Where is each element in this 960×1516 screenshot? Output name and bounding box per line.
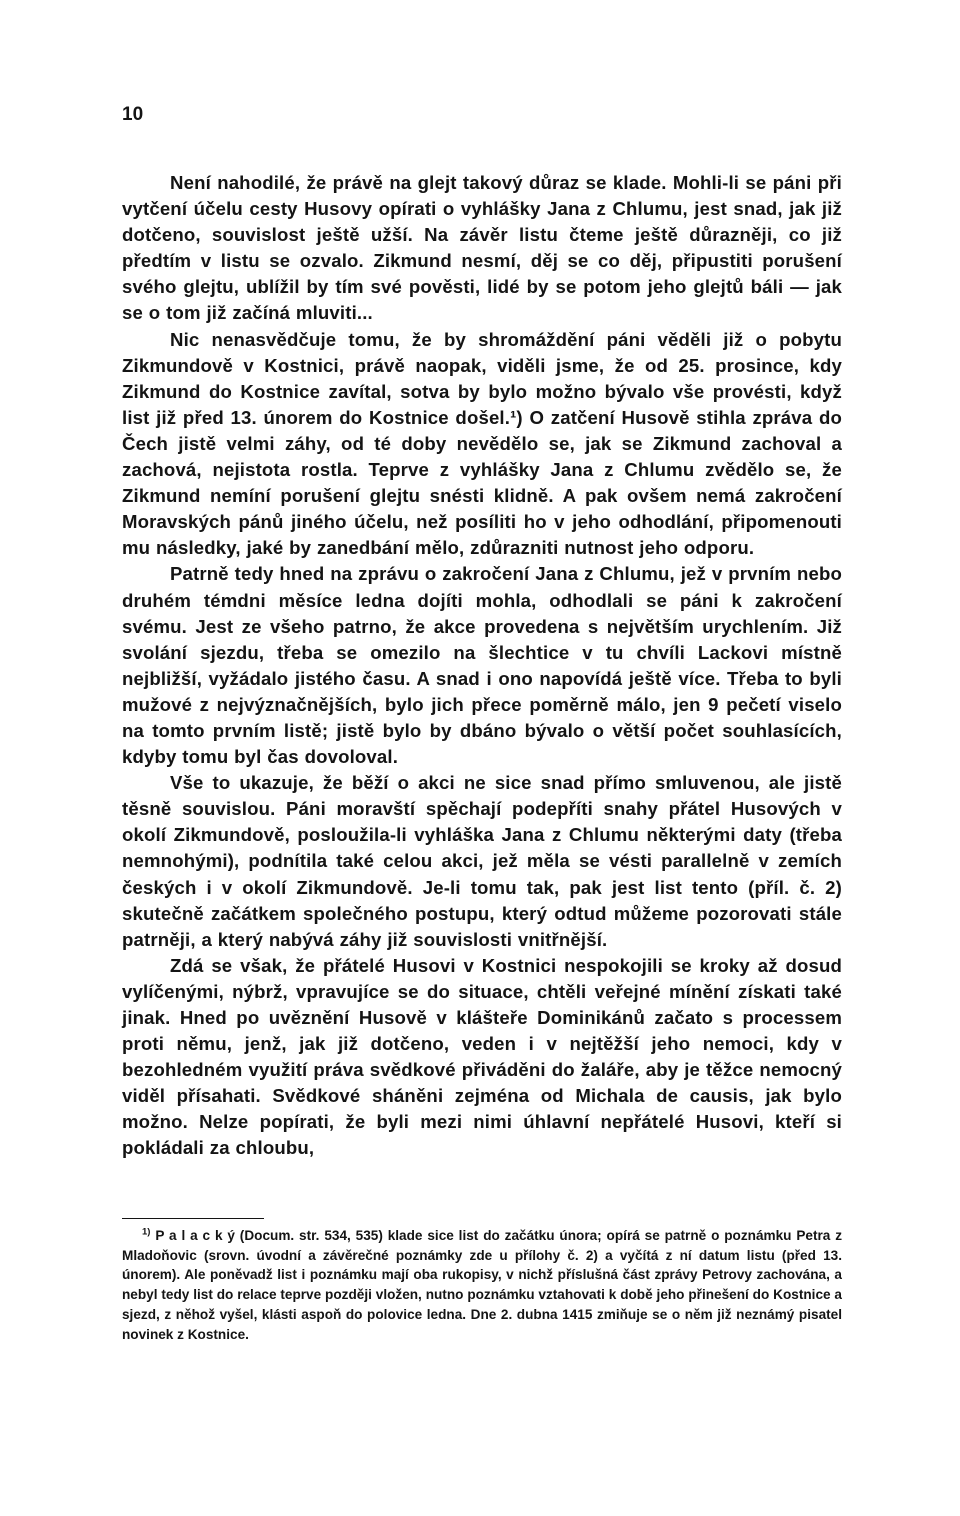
footnote-mark: 1) [142, 1226, 151, 1238]
paragraph: Vše to ukazuje, že běží o akci ne sice snad přímo smluvenou, ale jistě těsně souvislou. Páni moravští spěchají podepříti snahy přátel Husových v okolí Zikmundově, posloužila-li vyhláška Jana z Chlumu některými daty (třeba nemnohými), podnítila také celou akci, jež měla se vésti parallelně v zemích českých i v okolí Zikmundově. Je-li tomu tak, pak jest list tento (příl. č. 2) skutečně začátkem společného postupu, který odtud můžeme pozorovati stále patrněji, a který nabývá záhy již souvislosti vnitřnější. [122, 772, 842, 950]
paragraph: Není nahodilé, že právě na glejt takový důraz se klade. Mohli-li se páni při vytčení účelu cesty Husovy opírati o vyhlášky Jana z Chlumu, jest snad, jak již dotčeno, souvislost ještě užší. Na závěr listu čteme ještě důrazněji, co již předtím v listu se ozvalo. Zikmund nesmí, děj se co děj, připustiti porušení svého glejtu, ublížil by tím své pověsti, lidé by se potom jeho glejtů báli — jak se o tom již začíná mluviti... [122, 172, 842, 324]
paragraph: Patrně tedy hned na zprávu o zakročení Jana z Chlumu, jež v prvním nebo druhém témdni měsíce ledna dojíti mohla, odhodlali se páni k zakročení svému. Jest ze všeho patrno, že akce provedena s největším urychlením. Již svolání sjezdu, třeba se omezilo na šlechtice v tu chvíli Lackovi místně nejbližší, vyžádalo jistého času. A snad i ono napovídá ještě více. Třeba to byli mužové z nejvýznačnějších, bylo jich přece poměrně málo, jen 9 pečetí viselo na tomto prvním listě; jistě bylo by dbáno bývalo o větší počet souhlasících, kdyby tomu byl čas dovoloval. [122, 563, 842, 768]
body-text [122, 170, 842, 1162]
page-number: 10 [122, 104, 144, 125]
paragraph: Nic nenasvědčuje tomu, že by shromáždění páni věděli již o pobytu Zikmundově v Kostnici, právě naopak, viděli jsme, že od 25. prosince, kdy Zikmund do Kostnice zavítal, sotva by bylo možno bývalo vše provésti, když list již před 13. únorem do Kostnice došel.¹) O zatčení Husově stihla zpráva do Čech jistě velmi záhy, od té doby nevědělo se, jak se Zikmund zachoval a zachová, nejistota rostla. Teprve z vyhlášky Jana z Chlumu zvědělo se, že Zikmund nemíní porušení glejtu snésti klidně. A pak ovšem nemá zakročení Moravských pánů jiného účelu, než posíliti ho v jeho odhodlání, připomenouti mu následky, jaké by zanedbání mělo, zdůrazniti nutnost jeho odporu. [122, 328, 842, 559]
paragraph: Zdá se však, že přátelé Husovi v Kostnici nespokojili se kroky až dosud vylíčenými, nýbrž, vpravujíce se do situace, chtěli veřejné mínění získati také jinak. Hned po uvěznění Husově v klášteře Dominikánů začato s processem proti němu, jenž, jak již dotčeno, veden i v nejtěžší jeho nemoci, kdy v bezohledném využití práva svědkové přiváděni do žaláře, aby je těžce nemocný viděl přísahati. Svědkové sháněni zejména od Michala de causis, jak bylo možno. Nelze popírati, že byli mezi nimi úhlavní nepřátelé Husovi, kteří si pokládali za chloubu, [122, 954, 842, 1159]
footnote [122, 1226, 842, 1344]
footnote-divider [122, 1218, 264, 1219]
footnote-text: P a l a c k ý (Docum. str. 534, 535) klade sice list do začátku února; opírá se patrně o poznámku Petra z Mladoňovic (srovn. úvodní a závěrečné poznámky zde u přílohy č. 2) a vyčítá z ní datum listu (před 13. únorem). Ale poněvadž list i poznámku mají oba rukopisy, v nichž příslušná část zprávy Petrovy zachována, a nebyl tedy list do relace teprve později vložen, nutno poznámku vztahovati k době jeho přinešení do Kostnice a sjezd, z něhož vyšel, klásti aspoň do polovice ledna. Dne 2. dubna 1415 zmiňuje se o něm již neznámý pisatel novinek z Kostnice. [122, 1228, 842, 1342]
